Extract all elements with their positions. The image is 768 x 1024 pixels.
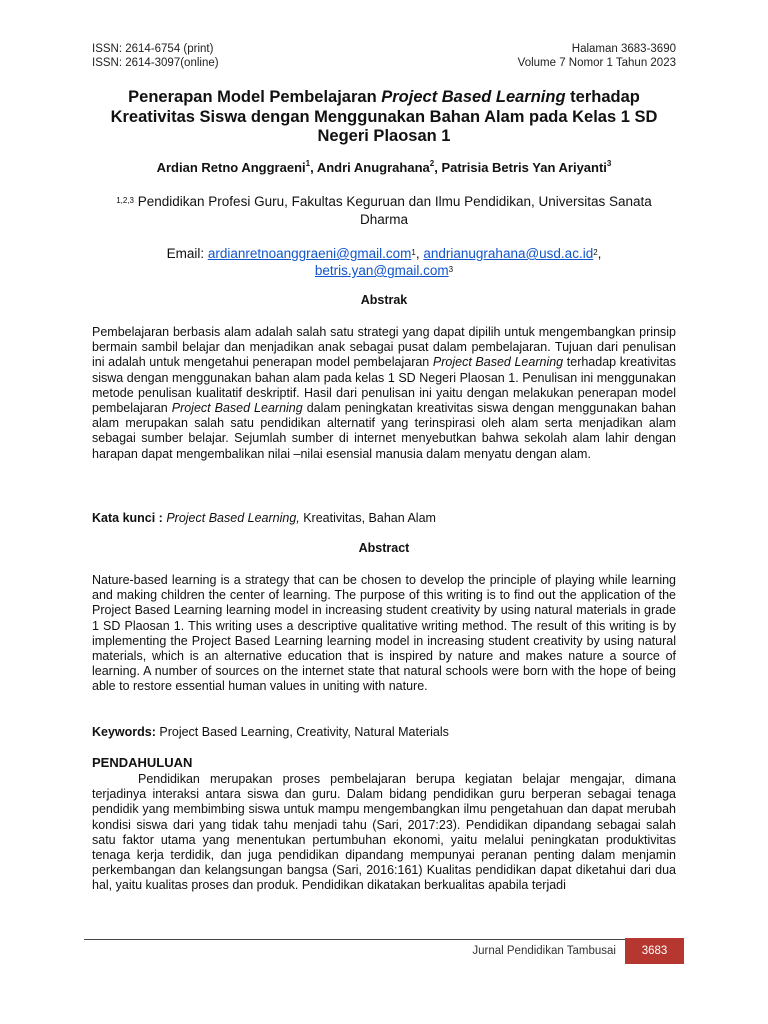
paper-title: Penerapan Model Pembelajaran Project Based Learning terhadap Kreativitas Siswa dengan Menggunakan Bahan Alam pada Kelas 1 SD Negeri Plaosan 1 — [110, 88, 658, 145]
issn-print: ISSN: 2614-6754 (print) — [92, 43, 214, 55]
journal-name: Jurnal Pendidikan Tambusai — [472, 945, 616, 957]
page-number-badge: 3683 — [625, 938, 684, 964]
title-italic: Project Based Learning — [381, 88, 566, 106]
page-range: Halaman 3683-3690 — [571, 43, 676, 55]
keywords: Keywords: Project Based Learning, Creativity, Natural Materials — [92, 725, 449, 739]
abstrak-text: Pembelajaran berbasis alam adalah salah satu strategi yang dapat dipilih untuk mengembangkan prinsip bermain sambil belajar dan menjadikan anak sebagai pusat dalam pembelajaran. Tujuan dari penulisan ini adalah untuk mengetahui penerapan model pembelajaran Project Based Learning terhadap kreativitas siswa dengan menggunakan bahan alam pada kelas 1 SD Negeri Plaosan 1. Penulisan ini menggunakan metode penulisan kualitatif deskriptif. Hasil dari penulisan ini yaitu dengan melakukan penerapan model pembelajaran Project Based Learning dalam peningkatan kreativitas siswa dengan menggunakan bahan alam merupakan salah satu pendidikan alternatif yang terinspirasi oleh alam serta menjadikan alam sebagai sumber belajar. Sejumlah sumber di internet menyebutkan bahwa sekolah alam lahir dengan harapan dapat mengembalikan nilai –nilai esensial manusia dalam menyatu dengan alam. — [92, 325, 677, 461]
header-right — [518, 42, 676, 70]
author-1: Ardian Retno Anggraeni — [156, 160, 306, 175]
author-list: Ardian Retno Anggraeni$^1$, Andri Anugrahana$^2$, Patrisia Betris Yan Ariyanti$^3$ — [156, 159, 612, 175]
abstrak-heading: Abstrak — [360, 293, 408, 307]
email-label: Email: — [166, 246, 208, 261]
section-heading-pendahuluan: PENDAHULUAN — [92, 755, 193, 770]
kata-kunci: Kata kunci : Project Based Learning, Kreativitas, Bahan Alam — [92, 511, 436, 525]
abstract-text: Nature-based learning is a strategy that can be chosen to develop the principle of playing while learning and making children the center of learning. The purpose of this writing is to find out the application of the Project Based Learning learning model in increasing student creativity by using natural materials in grade 1 SD Plaosan 1. This writing uses a descriptive qualitative writing method. The result of this writing is by implementing the Project Based Learning learning model in increasing student creativity by using natural materials, which is an alternative education that is inspired by nature and makes nature a source of learning. A number of sources on the internet state that natural schools were born with the hope of being able to restore essential human values in uniting with nature. — [92, 573, 676, 694]
issn-online: ISSN: 2614-3097(online) — [92, 57, 219, 69]
abstract-heading: Abstract — [358, 541, 410, 555]
email-link-3[interactable]: betris.yan@gmail.com — [314, 263, 449, 278]
author-3: Patrisia Betris Yan Ariyanti — [441, 160, 607, 175]
affiliation: $^{1,2,3}$ Pendidikan Profesi Guru, Fakultas Keguruan dan Ilmu Pendidikan, Universitas Sanata Dharma — [116, 194, 652, 227]
email-link-2[interactable]: andrianugrahana@usd.ac.id — [423, 246, 594, 261]
email-line: Email: ardianretnoanggraeni@gmail.com$^1$, $andrianugrahana@usd.ac.id^2$, betris.yan@gmail.com$^3$ — [166, 246, 602, 278]
header-left — [92, 42, 219, 70]
email-link-1[interactable]: ardianretnoanggraeni@gmail.com — [207, 246, 412, 261]
volume-info: Volume 7 Nomor 1 Tahun 2023 — [517, 57, 676, 69]
pendahuluan-text: Pendidikan merupakan proses pembelajaran berupa kegiatan belajar mengajar, dimana terjadinya interaksi antara siswa dan guru. Dalam bidang pendidikan guru berperan sebagai tenaga pendidik yang membimbing siswa untuk mampu mengembangkan ilmu pengetahuan dan dapat merubah kondisi siswa dari yang tidak tahu menjadi tahu (Sari, 2017:23). Pendidikan dipandang sebagai salah satu faktor utama yang menentukan pertumbuhan ekonomi, yaitu melalui peningkatan produktivitas tenaga kerja terdidik, dan juga pendidikan dipandang mempunyai peranan penting dalam menjamin perkembangan dan kelangsungan bangsa (Sari, 2016:161) Kualitas pendidikan dapat diketahui dari dua hal, yaitu kualitas proses dan produk. Pendidikan dikatakan berkualitas apabila terjadi — [92, 772, 676, 893]
footer-rule — [84, 939, 684, 940]
author-2: Andri Anugrahana — [316, 160, 430, 175]
